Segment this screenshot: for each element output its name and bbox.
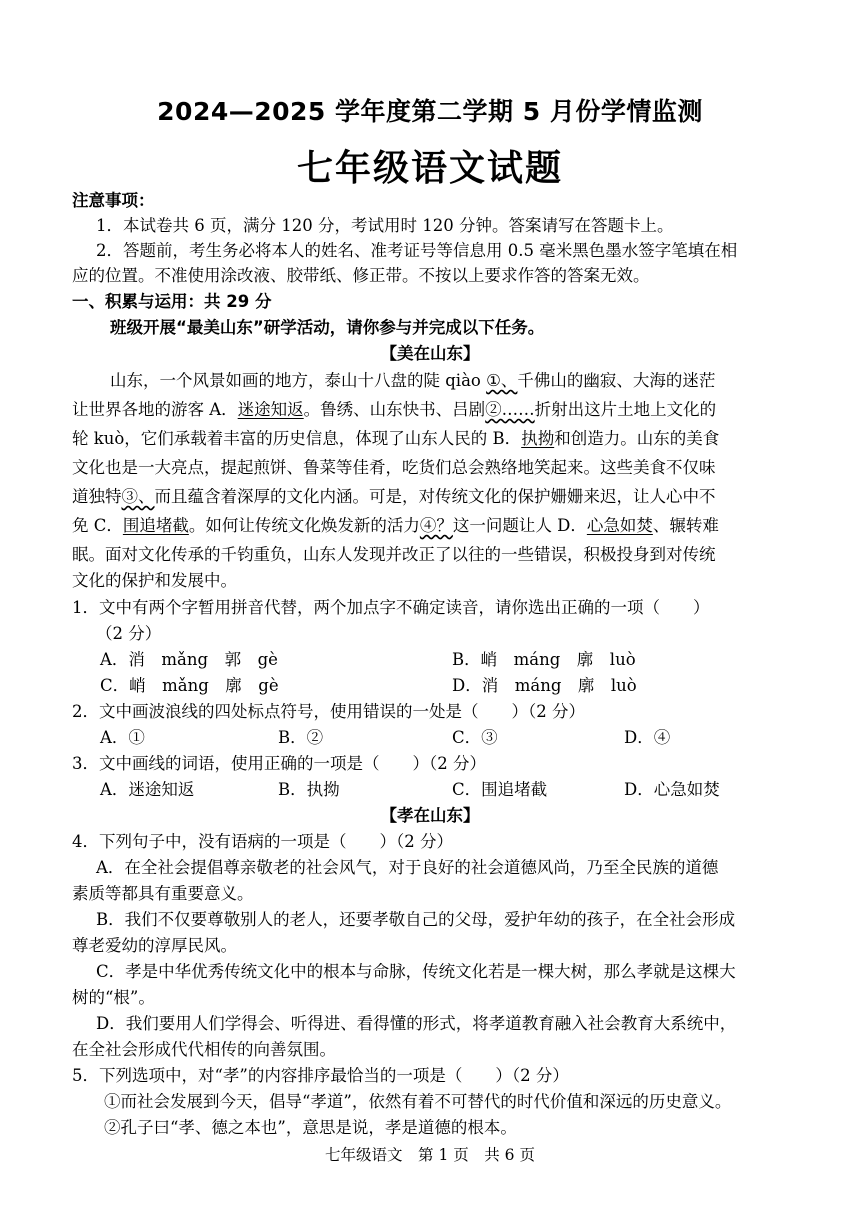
q4-option-c-line2: 树的“根”。: [72, 988, 155, 1007]
section-heading-filial: 【孝在山东】: [380, 806, 480, 825]
q4-option-d-line1: D．我们要用人们学得会、听得进、看得懂的形式，将孝道教育融入社会教育大系统中，: [96, 1014, 737, 1033]
q2-stem: 2．文中画波浪线的四处标点符号，使用错误的一处是（ ）（2 分）: [72, 702, 585, 721]
passage-line-3: 轮 kuò，它们承载着丰富的历史信息，体现了山东人民的 B．执拗和创造力。山东的美食: [72, 429, 720, 448]
part1-heading: 一、积累与运用：共 29 分: [72, 292, 272, 311]
q2-option-a: A．①: [100, 728, 145, 747]
q4-option-a-line1: A．在全社会提倡尊亲敬老的社会风气，对于良好的社会道德风尚，乃至全民族的道德: [96, 858, 719, 877]
punct-mark-2: ②……: [485, 400, 535, 419]
passage-line-7: 眠。面对文化传承的千钧重负，山东人发现并改正了以往的一些错误，积极投身到对传统: [72, 545, 716, 564]
notice-item-2a: 2．答题前，考生务必将本人的姓名、准考证号等信息用 0.5 毫米黑色墨水签字笔填在相: [96, 241, 738, 260]
passage-line-8: 文化的保护和发展中。: [72, 571, 237, 590]
q5-stem: 5．下列选项中，对“孝”的内容排序最恰当的一项是（ ）（2 分）: [72, 1066, 569, 1085]
q4-option-c-line1: C．孝是中华优秀传统文化中的根本与命脉，传统文化若是一棵大树，那么孝就是这棵大: [96, 962, 736, 981]
notice-item-2b: 应的位置。不准使用涂改液、胶带纸、修正带。不按以上要求作答的答案无效。: [72, 266, 650, 285]
q2-option-c: C．③: [452, 728, 498, 747]
q1-score: （2 分）: [96, 624, 162, 643]
punct-mark-1: ①、: [486, 371, 518, 390]
word-c: 围追堵截: [122, 516, 189, 535]
exam-title: 2024—2025 学年度第二学期 5 月份学情监测: [157, 97, 703, 126]
q4-option-d-line2: 在全社会形成代代相传的向善氛围。: [72, 1040, 336, 1059]
exam-subtitle: 七年级语文试题: [296, 148, 563, 189]
q1-option-b: B．峭 máng 廓 luò: [452, 650, 636, 669]
word-d: 心急如焚: [586, 516, 653, 535]
q4-stem: 4．下列句子中，没有语病的一项是（ ）（2 分）: [72, 832, 453, 851]
notice-item-1: 1．本试卷共 6 页，满分 120 分，考试用时 120 分钟。答案请写在答题卡上。: [96, 216, 674, 235]
page-footer: 七年级语文 第 1 页 共 6 页: [325, 1146, 535, 1164]
q1-option-a: A．消 mǎng 郭 gè: [100, 650, 278, 669]
q4-option-b-line1: B．我们不仅要尊敬别人的老人，还要孝敬自己的父母，爱护年幼的孩子，在全社会形成: [96, 910, 736, 929]
q4-option-a-line2: 素质等都具有重要意义。: [72, 884, 254, 903]
q5-sentence-1: ①而社会发展到今天，倡导“孝道”，依然有着不可替代的时代价值和深远的历史意义。: [104, 1092, 732, 1111]
q5-sentence-2: ②孔子曰“孝、德之本也”，意思是说，孝是道德的根本。: [104, 1118, 517, 1137]
q1-option-c: C．峭 mǎng 廓 gè: [100, 676, 279, 695]
q4-option-b-line2: 尊老爱幼的淳厚民风。: [72, 936, 237, 955]
punct-mark-3: ③、: [121, 487, 155, 506]
notice-heading: 注意事项：: [72, 191, 155, 210]
q3-stem: 3．文中画线的词语，使用正确的一项是（ ）（2 分）: [72, 754, 486, 773]
passage-line-1: 山东，一个风景如画的地方，泰山十八盘的陡 qiào ①、千佛山的幽寂、大海的迷茫: [110, 371, 716, 390]
q2-option-b: B．②: [278, 728, 324, 747]
section-heading-beauty: 【美在山东】: [380, 344, 480, 363]
q2-option-d: D．④: [624, 728, 671, 747]
punct-mark-4: ④？: [419, 516, 453, 535]
word-a: 迷途知返: [237, 400, 304, 419]
q3-option-b: B．执拗: [278, 780, 340, 799]
q3-option-c: C．围追堵截: [452, 780, 548, 799]
passage-line-4: 文化也是一大亮点，提起煎饼、鲁菜等佳肴，吃货们总会熟络地笑起来。这些美食不仅味: [72, 458, 716, 477]
part1-intro: 班级开展“最美山东”研学活动，请你参与并完成以下任务。: [110, 318, 545, 337]
q3-option-a: A．迷途知返: [100, 780, 195, 799]
word-b: 执拗: [521, 429, 555, 448]
q1-stem: 1．文中有两个字暂用拼音代替，两个加点字不确定读音，请你选出正确的一项（ ）: [72, 598, 710, 617]
passage-line-6: 免 C．围追堵截。如何让传统文化焕发新的活力④？这一问题让人 D．心急如焚、辗转难: [72, 516, 719, 535]
q3-option-d: D．心急如焚: [624, 780, 720, 799]
q1-option-d: D．消 máng 廓 luò: [452, 676, 637, 695]
passage-line-5: 道独特③、而且蕴含着深厚的文化内涵。可是，对传统文化的保护姗姗来迟，让人心中不: [72, 487, 716, 506]
passage-line-2: 让世界各地的游客 A．迷途知返。鲁绣、山东快书、吕剧②……折射出这片土地上文化的: [72, 400, 717, 419]
